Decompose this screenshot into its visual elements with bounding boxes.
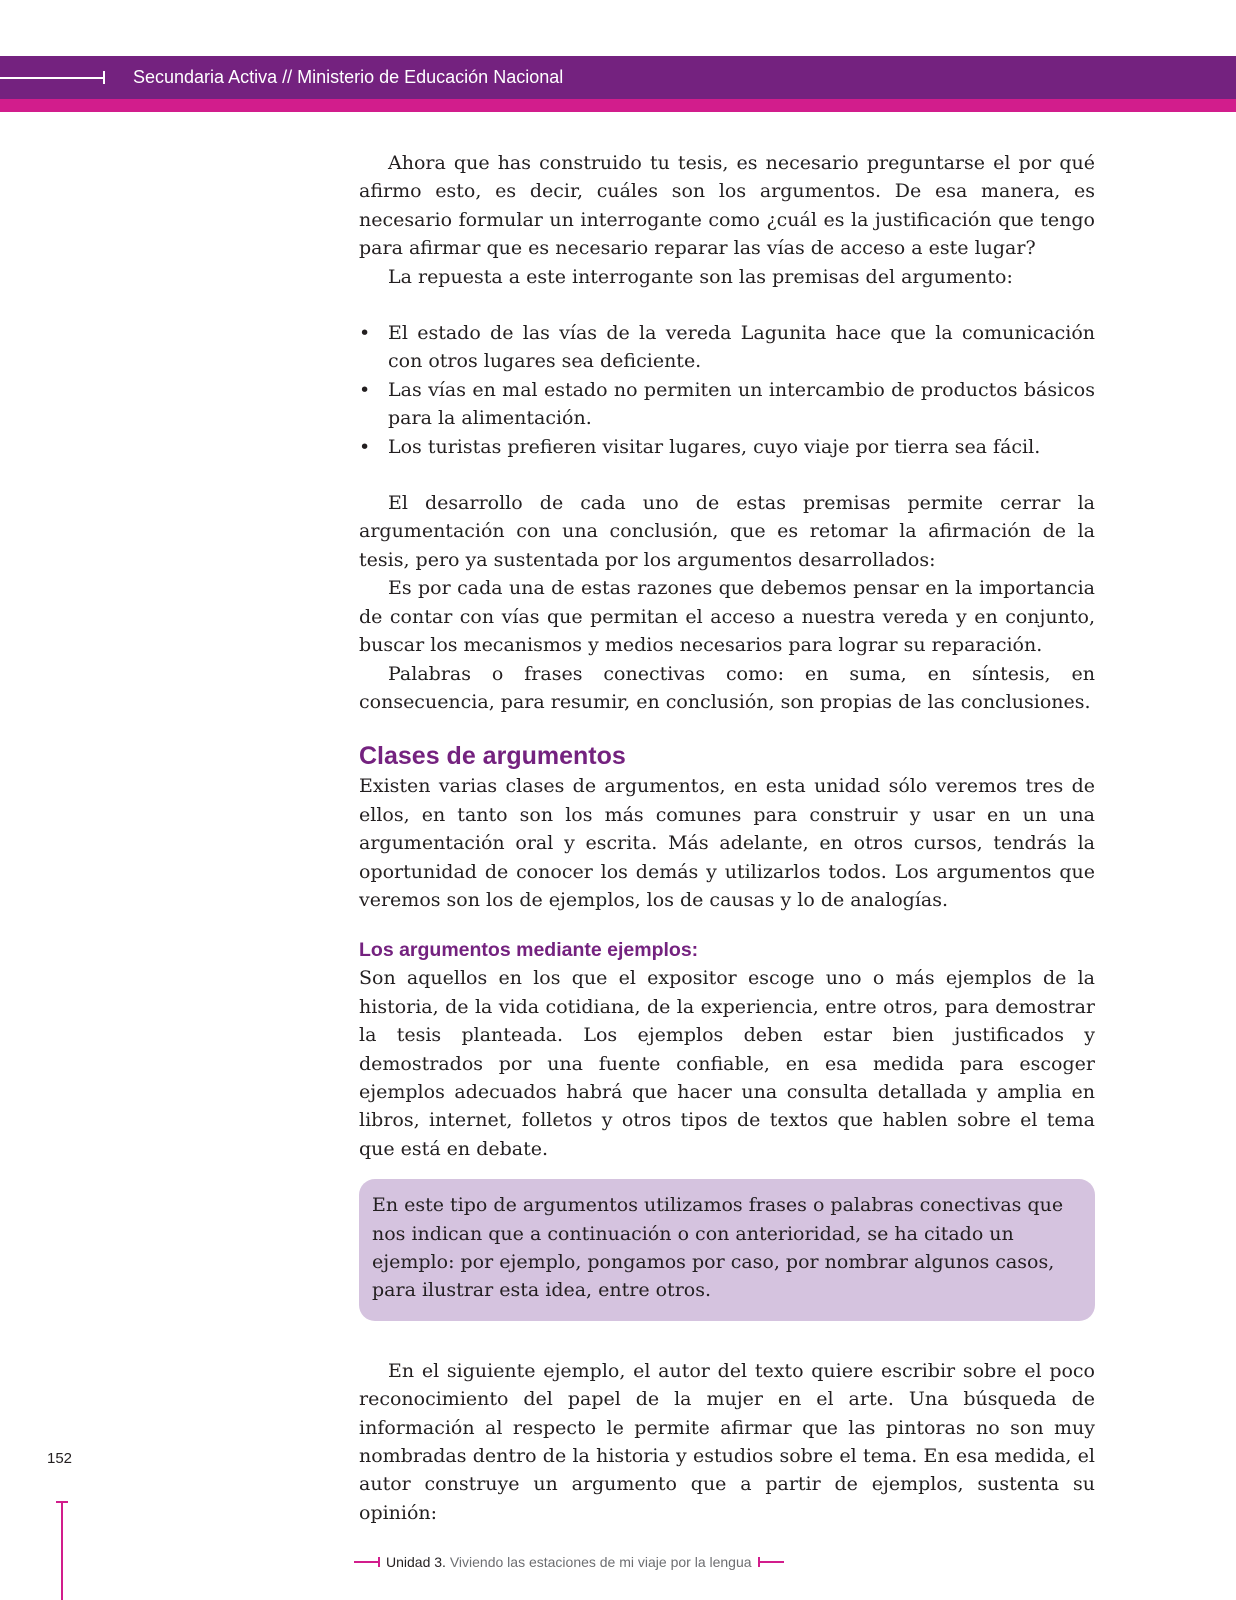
footer-text — [386, 1554, 752, 1570]
footer-tick-left — [378, 1557, 380, 1567]
footer-rule-right — [760, 1561, 784, 1563]
paragraph-conclusion: Es por cada una de estas razones que debemos pensar en la importancia de contar con vías que permitan el acceso a nuestra vereda y en conjunto, buscar los mecanismos y medios necesarios para lograr su reparación. — [359, 577, 1095, 657]
side-rule — [61, 1501, 63, 1600]
footer-rule-left — [354, 1561, 378, 1563]
callout-text: En este tipo de argumentos utilizamos frases o palabras conectivas que nos indican que a continuación o con anterioridad, se ha citado un ejemplo: por ejemplo, pongamos por caso, por nombrar algunos casos, para ilustrar esta idea, entre otros. — [372, 1194, 1064, 1302]
header-rule-end — [103, 71, 105, 84]
header-stripe — [0, 99, 1236, 112]
paragraph-thesis-question: Ahora que has construido tu tesis, es necesario preguntarse el por qué afirmo esto, es decir, cuáles son los argumentos. De esa manera, es necesario formular un interrogante como ¿cuál es la justificación que tengo para afirmar que es necesario reparar las vías de acceso a este lugar? — [359, 152, 1095, 260]
paragraph-connectives: Palabras o frases conectivas como: en suma, en síntesis, en consecuencia, para resumir, en conclusión, son propias de las conclusiones. — [359, 662, 1095, 713]
paragraph-argument-types: Existen varias clases de argumentos, en esta unidad sólo veremos tres de ellos, en tanto son los más comunes para construir y usar en un una argumentación oral y escrita. Más adelante, en otros cursos, tendrás la oportunidad de conocer los demás y utilizarlos todos. Los argumentos que veremos son los de ejemplos, los de causas y lo de analogías. — [359, 775, 1095, 911]
list-item: • Los turistas prefieren visitar lugares, cuyo viaje por tierra sea fácil. — [359, 433, 1095, 461]
footer-unit: Unidad 3. — [386, 1554, 446, 1570]
page-content — [359, 149, 1095, 1527]
spacer — [359, 1321, 1095, 1357]
footer-title: Viviendo las estaciones de mi viaje por la lengua — [449, 1554, 752, 1570]
list-item: • Las vías en mal estado no permiten un intercambio de productos básicos para la alimentación. — [359, 376, 1095, 433]
spacer — [359, 291, 1095, 319]
paragraph-conclusion-intro: El desarrollo de cada uno de estas premisas permite cerrar la argumentación con una conclusión, que es retomar la afirmación de la tesis, pero ya sustentada por los argumentos desarrollados: — [359, 492, 1095, 571]
list-item: • El estado de las vías de la vereda Lagunita hace que la comunicación con otros lugares sea deficiente. — [359, 319, 1095, 376]
callout-box — [359, 1179, 1095, 1321]
header-rule — [0, 77, 104, 79]
section-heading: Clases de argumentos — [359, 742, 626, 771]
spacer — [359, 461, 1095, 489]
paragraph-examples: Son aquellos en los que el expositor escoge uno o más ejemplos de la historia, de la vida cotidiana, de la experiencia, entre otros, para demostrar la tesis planteada. Los ejemplos deben estar bien justificados y demostrados por una fuente confiable, en esa medida para escoger ejemplos adecuados habrá que hacer una consulta detallada y amplia en libros, internet, folletos y otros tipos de textos que hablen sobre el tema que está en debate. — [359, 967, 1095, 1160]
premises-list — [359, 319, 1095, 461]
page-number: 152 — [47, 1450, 73, 1467]
header-title: Secundaria Activa // Ministerio de Educación Nacional — [133, 67, 564, 87]
paragraph-example-intro: En el siguiente ejemplo, el autor del texto quiere escribir sobre el poco reconocimiento del papel de la mujer en el arte. Una búsqueda de información al respecto le permite afirmar que las pintoras no son muy nombradas dentro de la historia y estudios sobre el tema. En esa medida, el autor construye un argumento que a partir de ejemplos, sustenta su opinión: — [359, 1359, 1095, 1524]
subsection-heading: Los argumentos mediante ejemplos: — [359, 939, 699, 962]
paragraph-premises-intro: La repuesta a este interrogante son las premisas del argumento: — [388, 265, 1013, 288]
footer — [354, 1551, 784, 1573]
